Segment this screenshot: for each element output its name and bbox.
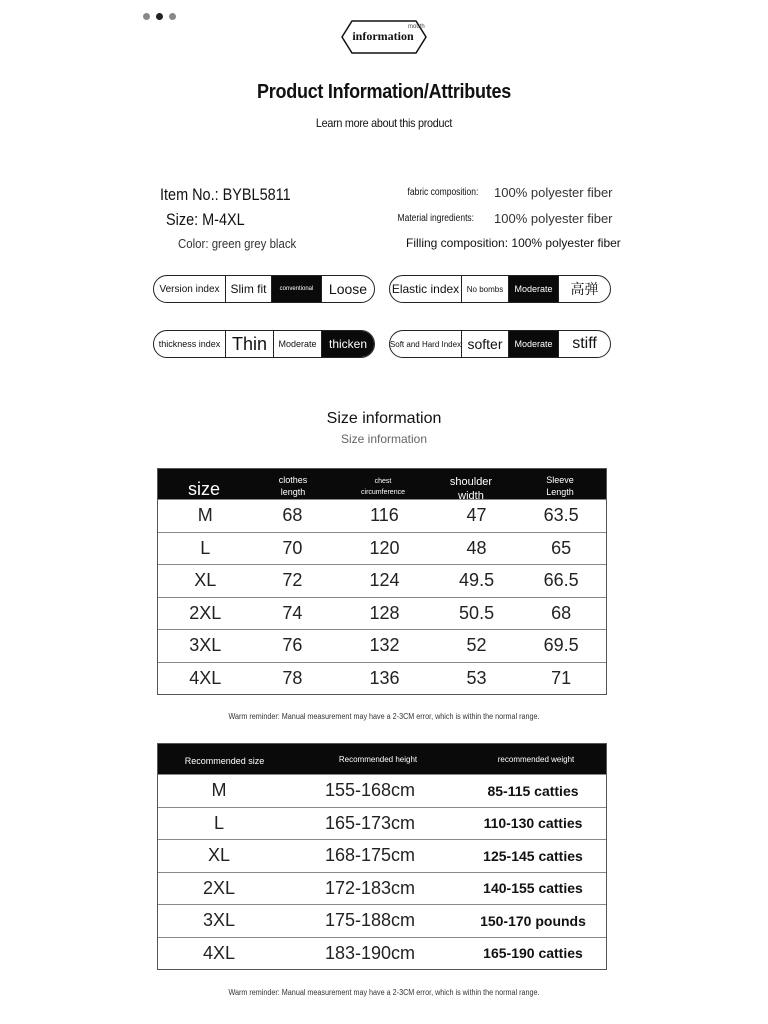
size-table	[157, 468, 607, 695]
item-color: Color: green grey black	[178, 236, 297, 251]
rec-table-cell: 165-173cm	[324, 812, 416, 833]
badge-word: information	[352, 29, 414, 43]
version-option-slim: Slim fit	[226, 276, 272, 302]
thickness-option-thin: Thin	[226, 331, 274, 357]
chest-col-header	[348, 476, 418, 498]
recommendation-table-header	[158, 744, 606, 774]
size-table-cell: 65	[551, 537, 572, 558]
size-table-cell: 132	[369, 635, 400, 656]
size-table-cell: 120	[369, 537, 400, 558]
size-table-row	[158, 662, 606, 695]
shoulder-col-header	[440, 475, 502, 503]
shoulder-header-line1: shoulder	[449, 476, 493, 488]
size-table-cell: 47	[466, 505, 487, 526]
size-table-cell: 52	[466, 635, 487, 656]
version-index-pill	[153, 275, 375, 303]
page-title: Product Information/Attributes	[257, 81, 511, 103]
filling-composition-label: Filling composition:	[406, 236, 509, 250]
length-header-line2: length	[280, 487, 306, 497]
rec-table-cell: 3XL	[202, 910, 236, 931]
size-table-cell: 4XL	[189, 667, 222, 688]
item-size: Size: M-4XL	[166, 210, 245, 229]
dot-3[interactable]	[169, 13, 176, 20]
rec-table-cell: 155-168cm	[324, 780, 416, 801]
thickness-index-pill	[153, 330, 375, 358]
rec-table-cell: 165-190 catties	[483, 945, 583, 962]
size-col-header: size	[188, 479, 221, 499]
size-table-cell: XL	[194, 570, 217, 591]
elastic-option-moderate: Moderate	[509, 276, 559, 302]
rec-table-cell: 150-170 pounds	[480, 912, 586, 929]
size-table-header	[158, 469, 606, 502]
rec-table-cell: 4XL	[202, 942, 236, 963]
rec-table-cell: 110-130 catties	[483, 815, 583, 832]
version-index-label: Version index	[154, 276, 226, 302]
size-table-cell: L	[200, 537, 211, 558]
rec-table-cell: XL	[207, 845, 231, 866]
rec-table-row	[158, 904, 606, 937]
elastic-option-none: No bombs	[462, 276, 509, 302]
page-subtitle: Learn more about this product	[315, 116, 453, 130]
size-table-cell: 76	[282, 635, 303, 656]
thickness-index-label: thickness index	[154, 331, 226, 357]
rec-table-row	[158, 872, 606, 905]
item-number: Item No.: BYBL5811	[160, 185, 291, 204]
elastic-index-pill	[389, 275, 611, 303]
fabric-composition-label: fabric composition:	[407, 187, 478, 198]
sleeve-header-line2: Length	[546, 487, 574, 497]
hardness-option-softer: softer	[462, 331, 509, 357]
size-section-title: Size information	[326, 410, 442, 427]
size-table-cell: 48	[466, 537, 487, 558]
hardness-index-label: Soft and Hard Index	[390, 331, 462, 357]
size-table-row	[158, 499, 606, 532]
size-table-cell: 53	[466, 667, 487, 688]
size-table-cell: 68	[551, 602, 572, 623]
recommendation-table-body	[158, 774, 606, 969]
rec-table-row	[158, 839, 606, 872]
size-table-row	[158, 564, 606, 597]
size-table-cell: 69.5	[543, 635, 579, 656]
rec-table-row	[158, 807, 606, 840]
rec-table-cell: 172-183cm	[324, 877, 416, 898]
dot-2[interactable]	[156, 13, 163, 20]
fabric-composition-value: 100% polyester fiber	[494, 185, 613, 200]
size-table-cell: 3XL	[189, 635, 222, 656]
length-col-header	[263, 474, 323, 498]
elastic-index-label: Elastic index	[390, 276, 462, 302]
rec-table-cell: 125-145 catties	[483, 847, 583, 864]
rec-size-header: Recommended size	[184, 756, 265, 766]
hardness-option-stiff: stiff	[572, 335, 597, 352]
size-table-cell: 50.5	[459, 602, 495, 623]
rec-table-cell: M	[211, 780, 227, 801]
size-table-cell: 70	[282, 537, 303, 558]
material-ingredients-value: 100% polyester fiber	[494, 211, 613, 226]
sleeve-col-header	[530, 474, 590, 498]
size-table-cell: 136	[369, 667, 400, 688]
version-option-conventional: conventional	[272, 276, 322, 302]
elastic-option-high: 高弹	[570, 281, 599, 297]
recommendation-table	[157, 743, 607, 970]
shoulder-header-line2: width	[458, 490, 484, 502]
rec-table-cell: 85-115 catties	[487, 782, 579, 799]
size-table-row	[158, 597, 606, 630]
rec-table-cell: 168-175cm	[324, 845, 416, 866]
size-table-cell: 63.5	[543, 505, 579, 526]
rec-table-cell: 175-188cm	[324, 910, 416, 931]
warm-reminder-2: Warm reminder: Manual measurement may have a 2-3CM error, which is within the normal range.	[228, 988, 540, 997]
size-table-body	[158, 499, 606, 694]
warm-reminder-1: Warm reminder: Manual measurement may have a 2-3CM error, which is within the normal range.	[228, 712, 540, 721]
version-option-loose: Loose	[328, 281, 368, 297]
size-table-cell: 49.5	[459, 570, 495, 591]
dot-1[interactable]	[143, 13, 150, 20]
rec-height-header: Recommended height	[338, 755, 418, 764]
size-table-cell: 128	[369, 602, 400, 623]
size-table-cell: 74	[282, 602, 303, 623]
rec-table-cell: 2XL	[202, 877, 236, 898]
badge-superscript: mouth	[408, 24, 425, 30]
chest-header-line2: circumference	[361, 489, 405, 496]
carousel-dots[interactable]	[143, 13, 176, 20]
size-table-row	[158, 629, 606, 662]
size-table-cell: 72	[282, 570, 303, 591]
filling-composition	[406, 236, 621, 250]
size-table-cell: 124	[369, 570, 400, 591]
thickness-option-moderate: Moderate	[274, 331, 322, 357]
size-table-cell: 68	[282, 505, 303, 526]
rec-table-cell: L	[213, 812, 224, 833]
rec-table-cell: 183-190cm	[324, 942, 416, 963]
hardness-index-pill	[389, 330, 611, 358]
rec-table-cell: 140-155 catties	[483, 880, 583, 897]
sleeve-header-line1: Sleeve	[546, 475, 574, 485]
size-section-subtitle: Size information	[340, 432, 428, 446]
size-table-cell: 116	[370, 505, 399, 526]
filling-composition-value: 100% polyester fiber	[511, 236, 621, 250]
rec-weight-header: recommended weight	[497, 755, 575, 764]
size-table-cell: 66.5	[543, 570, 579, 591]
hardness-option-moderate: Moderate	[509, 331, 559, 357]
rec-table-row	[158, 937, 606, 970]
chest-header-line1: chest	[374, 478, 392, 485]
size-table-cell: 2XL	[189, 602, 222, 623]
material-ingredients-label: Material ingredients:	[397, 213, 474, 224]
size-table-cell: M	[197, 505, 213, 526]
size-table-row	[158, 532, 606, 565]
rec-table-row	[158, 774, 606, 807]
size-table-cell: 78	[282, 667, 303, 688]
thickness-option-thicken: thicken	[322, 331, 374, 357]
size-table-cell: 71	[551, 667, 572, 688]
length-header-line1: clothes	[278, 475, 308, 485]
